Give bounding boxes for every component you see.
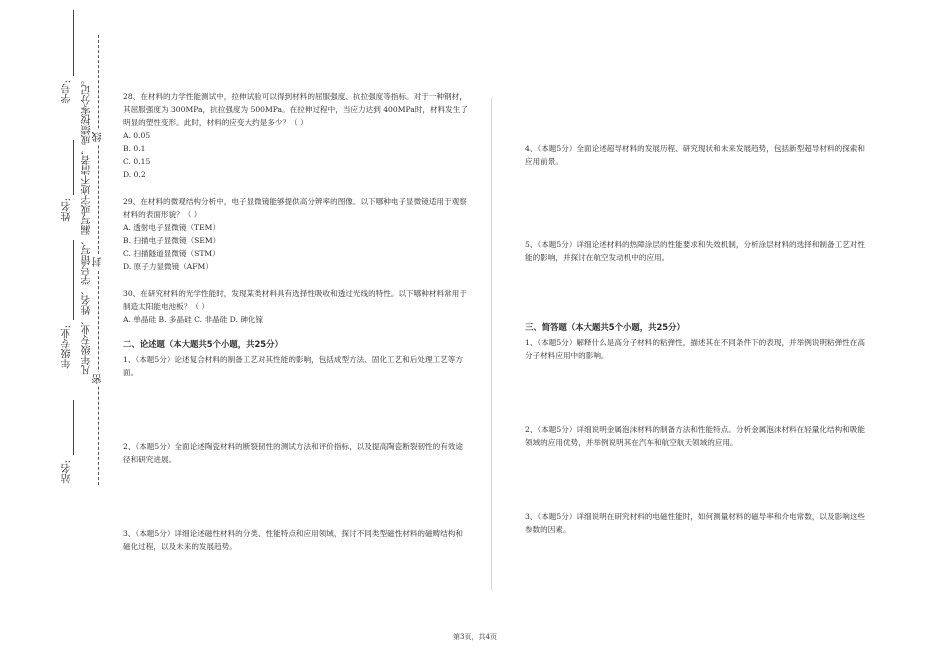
question-28-option-b: B. 0.1 <box>123 144 146 153</box>
essay-question-3: 3、（本题5分）详细论述磁性材料的分类、性能特点和应用领域，探讨不同类型磁性材料的磁畴结构和磁化过程，以及未来的发展趋势。 <box>123 529 463 551</box>
student-id-label: 学号: <box>62 80 73 104</box>
page-number: 第3页，共4页 <box>453 633 497 641</box>
question-28-option-a: A. 0.05 <box>123 131 151 140</box>
question-28-option-c: C. 0.15 <box>123 157 151 166</box>
question-29-option-d: D. 原子力显微镜（AFM） <box>123 262 213 271</box>
question-28-text: 28、在材料的力学性能测试中，拉伸试验可以得到材料的屈服强度、抗拉强度等指标。对于一种钢材，其屈服强度为 300MPa，抗拉强度为 500MPa。在拉伸过程中，当应力达到 400MPa时，材料发生了明显的塑性变形。此时，材料的应变大约是多少？（ ） <box>123 92 468 127</box>
question-28 <box>123 90 468 181</box>
question-30 <box>123 287 468 326</box>
student-id-line <box>73 10 74 76</box>
question-28-option-d: D. 0.2 <box>123 170 146 179</box>
question-29 <box>123 195 468 273</box>
question-29-text: 29、在材料的微观结构分析中，电子显微镜能够提供高分辨率的图像。以下哪种电子显微镜适用于观察材料的表面形貌？（ ） <box>123 197 467 219</box>
section-2-title: 二、论述题（本大题共5个小题，共25分） <box>123 339 283 349</box>
section-3-title: 三、简答题（本大题共5个小题，共25分） <box>525 322 685 332</box>
short-answer-question-2: 2、（本题5分）详细说明金属泡沫材料的制备方法和性能特点。分析金属泡沫材料在轻量化结构和吸能领域的应用优势，并举例说明其在汽车和航空航天领域的应用。 <box>525 425 865 447</box>
left-column <box>123 90 468 553</box>
question-30-text: 30、在研究材料的光学性能时，发现某类材料具有选择性吸收和透过光线的特性。以下哪种材料常用于制造太阳能电池板？（ ） <box>123 289 467 311</box>
seal-mark-line: 线 <box>93 132 104 142</box>
essay-question-4: 4、（本题5分）全面论述超导材料的发展历程、研究现状和未来发展趋势，包括新型超导材料的探索和应用前景。 <box>525 144 865 166</box>
grade-major-label: 年级专业: <box>62 325 73 369</box>
station-line <box>73 400 74 455</box>
essay-question-5: 5、（本题5分）详细论述材料的热障涂层的性能要求和失效机制，分析涂层材料的选择和制备工艺对性能的影响，并探讨在航空发动机中的应用。 <box>525 240 865 262</box>
question-29-option-b: B. 扫描电子显微镜（SEM） <box>123 236 221 245</box>
binding-notice: 凡年级专业、姓名、学号错写、漏写或字迹不清者，成绩按零分记。 <box>82 75 93 375</box>
grade-major-line <box>73 240 74 320</box>
name-line <box>73 140 74 195</box>
column-divider <box>491 98 492 590</box>
essay-question-2: 2、（本题5分）全面论述陶瓷材料的断裂韧性的测试方法和评价指标，以及提高陶瓷断裂韧性的有效途径和研究进展。 <box>123 442 463 464</box>
short-answer-question-1: 1、（本题5分）解释什么是高分子材料的粘弹性，描述其在不同条件下的表现，并举例说明粘弹性在高分子材料应用中的影响。 <box>525 338 865 360</box>
binding-margin <box>0 0 110 672</box>
right-column <box>525 142 870 536</box>
seal-mark-seal: 封 <box>93 257 104 267</box>
question-29-option-a: A. 透射电子显微镜（TEM） <box>123 223 221 232</box>
name-label: 姓名: <box>62 198 73 222</box>
seal-mark-dense: 密 <box>93 374 104 384</box>
question-30-options: A. 单晶硅 B. 多晶硅 C. 非晶硅 D. 砷化镓 <box>123 315 264 324</box>
station-label: 站名: <box>62 460 73 484</box>
question-29-option-c: C. 扫描隧道显微镜（STM） <box>123 249 220 258</box>
essay-question-1: 1、（本题5分）论述复合材料的制备工艺对其性能的影响，包括成型方法、固化工艺和后处理工艺等方面。 <box>123 355 463 377</box>
short-answer-question-3: 3、（本题5分）详细说明在研究材料的电磁性能时，如何测量材料的磁导率和介电常数，以及影响这些参数的因素。 <box>525 512 865 534</box>
